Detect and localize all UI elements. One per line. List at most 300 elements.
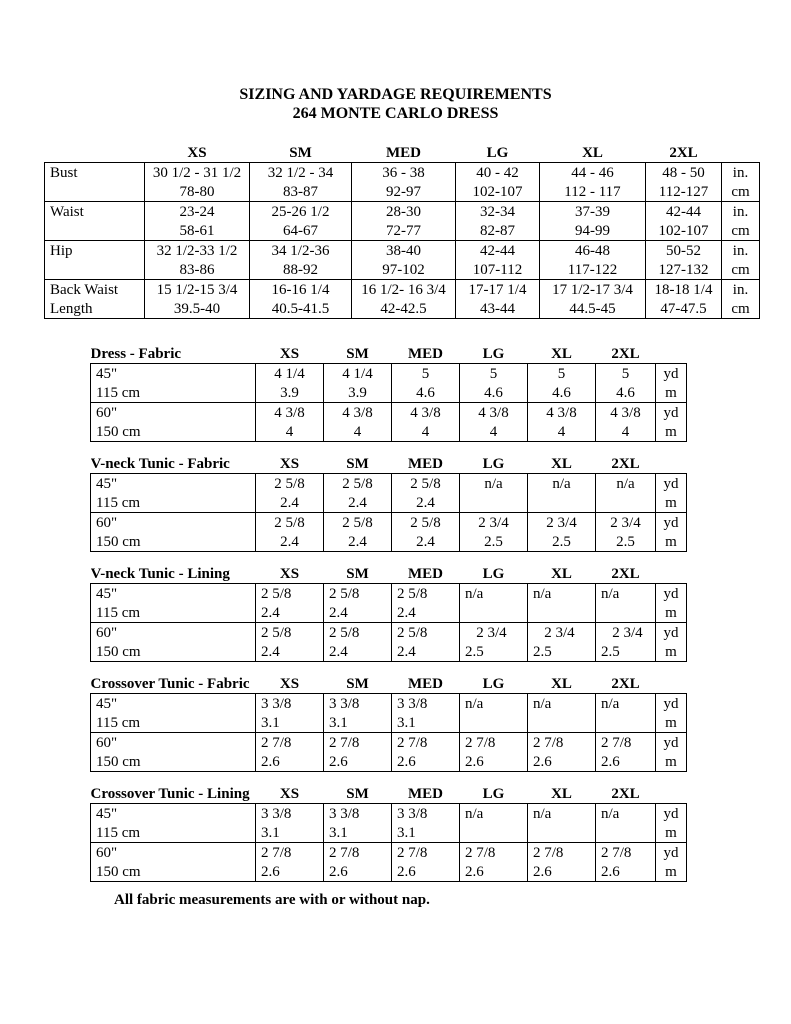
size-column-header: SM xyxy=(289,145,312,161)
value-line: 88-92 xyxy=(283,262,318,278)
value-line: 112-127 xyxy=(658,184,709,200)
value-line: 3 3/8 xyxy=(261,806,292,822)
value-line: 2.6 xyxy=(465,754,484,770)
value-line: 17 1/2-17 3/4 xyxy=(552,282,633,298)
value-cell xyxy=(528,364,596,403)
value-cell xyxy=(145,241,250,280)
value-line: 43-44 xyxy=(480,301,515,317)
value-line: 2.4 xyxy=(329,644,348,660)
size-column-header: LG xyxy=(482,676,505,692)
value-line: 4 xyxy=(489,424,498,440)
value-cell xyxy=(250,280,352,319)
value-cell xyxy=(392,804,460,843)
table-row xyxy=(45,163,760,202)
value-line: 4 1/4 xyxy=(342,366,373,382)
value-line: 44.5-45 xyxy=(569,301,616,317)
value-line: 2.6 xyxy=(329,864,348,880)
value-line: 2.6 xyxy=(261,864,280,880)
value-line: n/a xyxy=(533,806,552,822)
value-line: 2 5/8 xyxy=(342,515,373,531)
row-label xyxy=(91,694,256,733)
value-line: n/a xyxy=(533,696,552,712)
value-line: 16 1/2- 16 3/4 xyxy=(361,282,446,298)
value-cell xyxy=(528,474,596,513)
size-column-header: SM xyxy=(346,676,369,692)
value-line: 3 3/8 xyxy=(397,696,428,712)
value-cell xyxy=(528,513,596,552)
value-line: 2 7/8 xyxy=(601,735,632,751)
value-line: 2.4 xyxy=(280,534,299,550)
footer-note: All fabric measurements are with or without nap. xyxy=(114,892,430,908)
value-line: 107-112 xyxy=(472,262,523,278)
value-cell xyxy=(392,843,460,882)
unit-cell xyxy=(656,364,687,403)
value-line: 2.5 xyxy=(616,534,635,550)
value-line: 30 1/2 - 31 1/2 xyxy=(152,165,242,181)
value-line: 112 - 117 xyxy=(564,184,621,200)
value-cell xyxy=(460,804,528,843)
table-row xyxy=(91,584,687,623)
value-cell xyxy=(460,843,528,882)
table-row xyxy=(91,694,687,733)
value-line: 42-44 xyxy=(666,204,701,220)
yardage-section xyxy=(90,565,687,662)
header-spacer xyxy=(722,144,760,163)
size-column-header: XS xyxy=(279,786,300,802)
header-row xyxy=(91,565,687,584)
size-column-header: 2XL xyxy=(611,676,640,692)
unit-line: yd xyxy=(663,625,679,641)
value-cell xyxy=(352,280,456,319)
value-line: 2.5 xyxy=(465,644,484,660)
header-row xyxy=(91,345,687,364)
size-column-header: MED xyxy=(408,786,443,802)
row-label-line: 60" xyxy=(96,515,118,531)
table-row xyxy=(45,202,760,241)
value-line: 2 3/4 xyxy=(478,515,509,531)
row-label-line: Back Waist xyxy=(50,282,119,298)
value-line xyxy=(528,713,595,732)
unit-cell xyxy=(656,584,687,623)
value-line: 3.1 xyxy=(397,825,416,841)
unit-cell xyxy=(656,694,687,733)
size-column-header: XL xyxy=(551,456,572,472)
unit-cell xyxy=(722,202,760,241)
value-line: 2 5/8 xyxy=(274,515,305,531)
row-label-line: 150 cm xyxy=(96,534,141,550)
value-line: 44 - 46 xyxy=(571,165,614,181)
row-label-line xyxy=(45,221,144,240)
value-line: 2.5 xyxy=(601,644,620,660)
unit-line: m xyxy=(665,864,677,880)
unit-line: m xyxy=(665,605,677,621)
value-line: 3.1 xyxy=(261,715,280,731)
value-line: 2.4 xyxy=(416,534,435,550)
value-line: 2.5 xyxy=(484,534,503,550)
value-line: 5 xyxy=(421,366,430,382)
unit-line: m xyxy=(665,495,677,511)
value-cell xyxy=(460,623,528,662)
size-column-header: XS xyxy=(279,346,300,362)
value-cell xyxy=(256,843,324,882)
header-row xyxy=(91,785,687,804)
row-label-line: 115 cm xyxy=(96,825,141,841)
value-line: 2.4 xyxy=(348,534,367,550)
row-label xyxy=(91,364,256,403)
value-line: n/a xyxy=(484,476,503,492)
value-line: 5 xyxy=(489,366,498,382)
value-line: 2 5/8 xyxy=(342,476,373,492)
row-label-line: 45" xyxy=(96,476,118,492)
yardage-table xyxy=(90,785,687,882)
value-cell xyxy=(596,733,656,772)
unit-line: m xyxy=(665,754,677,770)
value-line: 3 3/8 xyxy=(329,696,360,712)
value-line: 40.5-41.5 xyxy=(271,301,330,317)
unit-cell xyxy=(722,241,760,280)
unit-line: m xyxy=(665,825,677,841)
value-cell xyxy=(528,623,596,662)
value-cell xyxy=(596,403,656,442)
value-cell xyxy=(324,513,392,552)
size-column-header: XL xyxy=(582,145,603,161)
value-line: 23-24 xyxy=(179,204,215,220)
value-line: 2.4 xyxy=(261,605,280,621)
value-line: 2 7/8 xyxy=(465,845,496,861)
value-line: 2.4 xyxy=(261,644,280,660)
value-line: 2 3/4 xyxy=(465,625,507,641)
unit-line: cm xyxy=(731,223,750,239)
value-line: 97-102 xyxy=(382,262,425,278)
size-column-header: SM xyxy=(346,456,369,472)
table-row xyxy=(91,623,687,662)
value-line: 3 3/8 xyxy=(329,806,360,822)
value-line: 2 7/8 xyxy=(261,845,292,861)
value-line xyxy=(460,713,527,732)
value-line: n/a xyxy=(552,476,571,492)
size-column-header: XL xyxy=(551,676,572,692)
value-line: 4 3/8 xyxy=(274,405,305,421)
table-row xyxy=(91,733,687,772)
value-line: 4 xyxy=(285,424,294,440)
value-cell xyxy=(596,694,656,733)
value-line: 2.6 xyxy=(397,864,416,880)
value-line: 2.4 xyxy=(416,495,435,511)
unit-line: yd xyxy=(663,586,679,602)
row-label-line: 150 cm xyxy=(96,864,141,880)
size-column-header: MED xyxy=(386,145,421,161)
value-line: 2.6 xyxy=(533,754,552,770)
value-cell xyxy=(392,364,460,403)
value-cell xyxy=(460,474,528,513)
size-column-header: LG xyxy=(482,786,505,802)
value-line: 4 3/8 xyxy=(410,405,441,421)
value-line: 40 - 42 xyxy=(476,165,519,181)
header-spacer xyxy=(656,455,687,474)
value-line: 102-107 xyxy=(658,223,709,239)
unit-line: yd xyxy=(663,476,679,492)
size-column-header: LG xyxy=(482,346,505,362)
value-cell xyxy=(456,241,540,280)
value-line: 4 xyxy=(353,424,362,440)
value-line: 32 1/2 - 34 xyxy=(267,165,334,181)
size-column-header: XS xyxy=(279,566,300,582)
value-cell xyxy=(528,804,596,843)
value-line: 2.4 xyxy=(397,644,416,660)
row-label-line: 60" xyxy=(96,625,118,641)
value-line: 5 xyxy=(557,366,566,382)
value-line: 48 - 50 xyxy=(662,165,705,181)
value-line: 72-77 xyxy=(386,223,421,239)
value-cell xyxy=(392,733,460,772)
value-cell xyxy=(256,584,324,623)
value-line: 2.5 xyxy=(533,644,552,660)
value-line: 5 xyxy=(621,366,630,382)
unit-line: yd xyxy=(663,515,679,531)
value-line: 4.6 xyxy=(484,385,503,401)
unit-cell xyxy=(656,513,687,552)
unit-line: cm xyxy=(731,184,750,200)
table-row xyxy=(45,280,760,319)
row-label xyxy=(45,280,145,319)
value-cell xyxy=(596,513,656,552)
value-line: 3.1 xyxy=(261,825,280,841)
title-block xyxy=(0,85,791,123)
value-cell xyxy=(456,202,540,241)
value-cell xyxy=(528,733,596,772)
value-line: 4 xyxy=(557,424,566,440)
value-cell xyxy=(540,280,646,319)
value-line: n/a xyxy=(616,476,635,492)
table-row xyxy=(45,241,760,280)
value-cell xyxy=(646,280,722,319)
table-row xyxy=(91,804,687,843)
value-cell xyxy=(324,843,392,882)
unit-line: yd xyxy=(663,806,679,822)
row-label-line: 115 cm xyxy=(96,715,141,731)
value-cell xyxy=(250,163,352,202)
value-line: 83-87 xyxy=(283,184,318,200)
unit-line: cm xyxy=(731,262,750,278)
value-line: 37-39 xyxy=(575,204,610,220)
row-label xyxy=(91,843,256,882)
value-line: 3 3/8 xyxy=(261,696,292,712)
table-row xyxy=(91,513,687,552)
value-cell xyxy=(256,364,324,403)
value-line: 2.6 xyxy=(261,754,280,770)
unit-line: in. xyxy=(732,243,749,259)
value-line: 15 1/2-15 3/4 xyxy=(156,282,238,298)
value-cell xyxy=(145,163,250,202)
value-line: 2 7/8 xyxy=(533,845,564,861)
value-line: 2 5/8 xyxy=(397,625,428,641)
value-cell xyxy=(352,241,456,280)
value-line: 47-47.5 xyxy=(660,301,707,317)
value-cell xyxy=(528,843,596,882)
unit-cell xyxy=(722,280,760,319)
row-label xyxy=(91,513,256,552)
value-line: 2.6 xyxy=(601,754,620,770)
value-line: 2 3/4 xyxy=(610,515,641,531)
value-line: n/a xyxy=(601,586,620,602)
value-line: 36 - 38 xyxy=(382,165,425,181)
row-label xyxy=(45,163,145,202)
value-cell xyxy=(256,513,324,552)
value-line: 2 3/4 xyxy=(601,625,643,641)
value-cell xyxy=(324,474,392,513)
value-cell xyxy=(250,202,352,241)
value-line: 3.1 xyxy=(397,715,416,731)
row-label-line: 115 cm xyxy=(96,605,141,621)
size-column-header: XS xyxy=(279,456,300,472)
row-label-line: 45" xyxy=(96,586,118,602)
value-line xyxy=(596,713,655,732)
value-cell xyxy=(456,280,540,319)
header-spacer xyxy=(656,565,687,584)
value-cell xyxy=(324,804,392,843)
yardage-table-title: V-neck Tunic - Lining xyxy=(90,566,230,582)
size-column-header: 2XL xyxy=(611,566,640,582)
yardage-table-title: V-neck Tunic - Fabric xyxy=(90,456,230,472)
value-line: 2.6 xyxy=(397,754,416,770)
row-label-line: 60" xyxy=(96,845,118,861)
value-line: 2.6 xyxy=(533,864,552,880)
value-cell xyxy=(596,474,656,513)
value-line: 2 5/8 xyxy=(410,515,441,531)
value-line: 2.4 xyxy=(280,495,299,511)
unit-line: m xyxy=(665,644,677,660)
row-label-line: 45" xyxy=(96,696,118,712)
unit-line: in. xyxy=(732,204,749,220)
size-column-header: 2XL xyxy=(611,346,640,362)
value-line: 2 7/8 xyxy=(601,845,632,861)
size-column-header: XL xyxy=(551,786,572,802)
unit-cell xyxy=(656,403,687,442)
row-label-line xyxy=(45,260,144,279)
value-cell xyxy=(392,623,460,662)
value-line: 2 3/4 xyxy=(533,625,575,641)
value-line: 2 7/8 xyxy=(533,735,564,751)
size-column-header: XS xyxy=(279,676,300,692)
value-line: 4 3/8 xyxy=(342,405,373,421)
value-line xyxy=(460,603,527,622)
value-cell xyxy=(324,694,392,733)
value-line: 2 7/8 xyxy=(329,845,360,861)
value-line: 3.1 xyxy=(329,715,348,731)
value-cell xyxy=(596,843,656,882)
unit-cell xyxy=(656,804,687,843)
value-line: 34 1/2-36 xyxy=(271,243,330,259)
value-line: 32-34 xyxy=(480,204,515,220)
value-line: 3.1 xyxy=(329,825,348,841)
value-line xyxy=(528,493,595,512)
value-line: 2.6 xyxy=(601,864,620,880)
size-column-header: MED xyxy=(408,676,443,692)
unit-cell xyxy=(656,843,687,882)
value-cell xyxy=(596,623,656,662)
unit-line: yd xyxy=(663,735,679,751)
size-column-header: MED xyxy=(408,346,443,362)
value-line: 2.5 xyxy=(552,534,571,550)
header-spacer xyxy=(45,144,145,163)
yardage-table xyxy=(90,455,687,552)
row-label-line xyxy=(45,182,144,201)
value-cell xyxy=(256,694,324,733)
unit-cell xyxy=(722,163,760,202)
value-line: 2.6 xyxy=(329,754,348,770)
value-line: 2 5/8 xyxy=(329,586,360,602)
value-cell xyxy=(392,474,460,513)
value-line: 16-16 1/4 xyxy=(271,282,330,298)
row-label-line: 45" xyxy=(96,806,118,822)
unit-line: yd xyxy=(663,696,679,712)
header-row xyxy=(45,144,760,163)
value-line: 2.4 xyxy=(397,605,416,621)
row-label xyxy=(45,202,145,241)
value-cell xyxy=(392,694,460,733)
unit-line: yd xyxy=(663,366,679,382)
row-label xyxy=(45,241,145,280)
size-column-header: MED xyxy=(408,566,443,582)
unit-line: m xyxy=(665,715,677,731)
value-cell xyxy=(324,584,392,623)
value-line: n/a xyxy=(601,806,620,822)
size-column-header: 2XL xyxy=(611,786,640,802)
value-cell xyxy=(460,694,528,733)
row-label xyxy=(91,474,256,513)
value-cell xyxy=(646,163,722,202)
value-cell xyxy=(540,202,646,241)
yardage-section xyxy=(90,345,687,442)
value-line: 58-61 xyxy=(179,223,215,239)
value-line: 94-99 xyxy=(575,223,610,239)
value-line: 3 3/8 xyxy=(397,806,428,822)
value-line: n/a xyxy=(465,586,484,602)
yardage-table-title: Crossover Tunic - Lining xyxy=(90,786,250,802)
size-column-header: SM xyxy=(346,346,369,362)
header-row xyxy=(91,675,687,694)
size-column-header: MED xyxy=(408,456,443,472)
value-line: 2 5/8 xyxy=(410,476,441,492)
row-label xyxy=(91,403,256,442)
value-cell xyxy=(352,163,456,202)
value-cell xyxy=(392,513,460,552)
value-cell xyxy=(596,804,656,843)
yardage-section xyxy=(90,785,687,882)
unit-line: m xyxy=(665,385,677,401)
value-line: 2 7/8 xyxy=(329,735,360,751)
value-line: 117-122 xyxy=(567,262,618,278)
value-line: 2.4 xyxy=(348,495,367,511)
row-label-line: 45" xyxy=(96,366,118,382)
value-cell xyxy=(540,241,646,280)
value-line: 64-67 xyxy=(283,223,318,239)
row-label-line: Bust xyxy=(50,165,78,181)
value-line: 2.4 xyxy=(329,605,348,621)
value-cell xyxy=(352,202,456,241)
value-line: 127-132 xyxy=(658,262,709,278)
value-line: 4 3/8 xyxy=(546,405,577,421)
yardage-table-title: Dress - Fabric xyxy=(90,346,182,362)
value-line: 17-17 1/4 xyxy=(468,282,527,298)
value-line: 2 7/8 xyxy=(397,735,428,751)
value-cell xyxy=(528,403,596,442)
value-line: 4 3/8 xyxy=(610,405,641,421)
unit-line: m xyxy=(665,534,677,550)
size-column-header: SM xyxy=(346,566,369,582)
value-cell xyxy=(145,280,250,319)
table-row xyxy=(91,843,687,882)
